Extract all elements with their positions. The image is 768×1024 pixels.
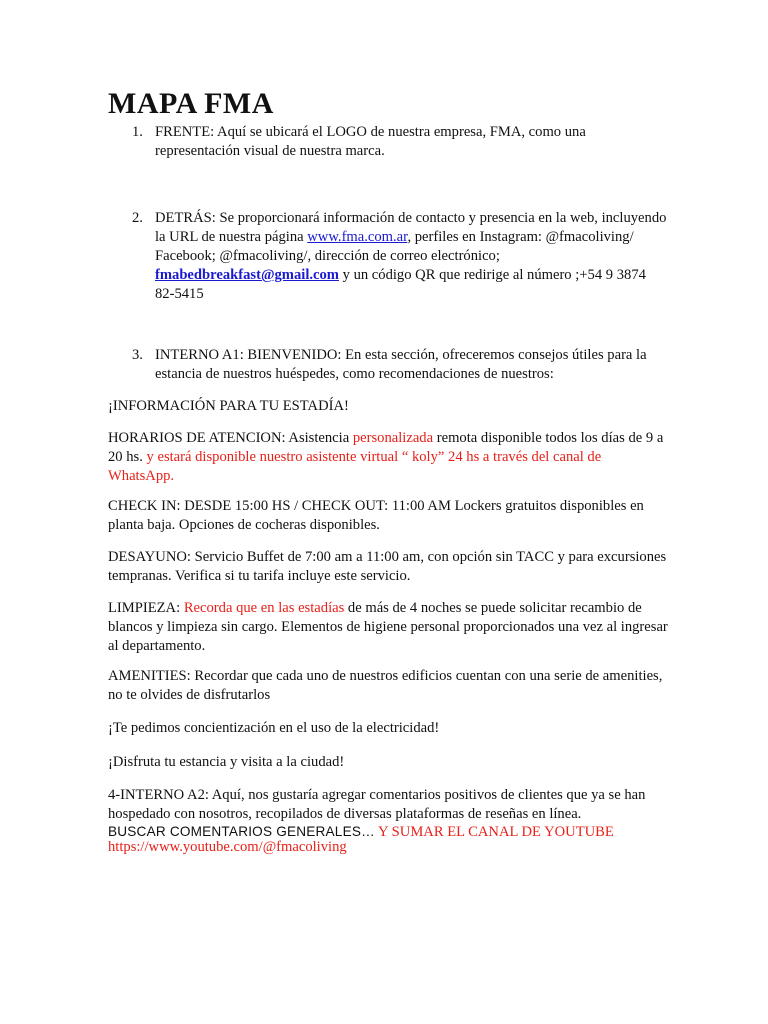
buscar-comentarios-text: BUSCAR COMENTARIOS GENERALES… — [108, 824, 375, 839]
email-link[interactable]: fmabedbreakfast@gmail.com — [155, 267, 339, 283]
page-title: MAPA FMA — [108, 87, 274, 120]
list-item-text — [155, 209, 668, 304]
sumar-canal-text: Y SUMAR EL CANAL DE YOUTUBE — [374, 824, 614, 840]
youtube-url[interactable]: https://www.youtube.com/@fmacoliving — [108, 839, 347, 855]
list-item-text: FRENTE: Aquí se ubicará el LOGO de nuestra empresa, FMA, como una representación visual de nuestra marca. — [155, 124, 586, 159]
text-segment: de más de 4 noches se puede solicitar recambio de blancos y limpieza sin cargo. Elementos de higiene personal proporcionados una vez al ingresar al departamento. — [108, 600, 668, 654]
highlight-text: Recorda que en las estadías — [183, 600, 345, 616]
text-segment: y un código QR que redirige al número ;+54 9 3874 82-5415 — [155, 267, 646, 302]
disfruta-paragraph: ¡Disfruta tu estancia y visita a la ciudad! — [108, 754, 345, 770]
list-item-interno-a1 — [108, 346, 668, 384]
highlight-text: personalizada — [352, 430, 434, 446]
interno-a2-paragraph: 4-INTERNO A2: Aquí, nos gustaría agregar comentarios positivos de clientes que ya se han hospedado con nosotros, recopilados de diversas plataformas de reseñas en línea. — [108, 787, 646, 822]
list-number: 2. — [132, 210, 143, 226]
checkin-paragraph: CHECK IN: DESDE 15:00 HS / CHECK OUT: 11:00 AM Lockers gratuitos disponibles en planta baja. Opciones de cocheras disponibles. — [108, 498, 644, 533]
electricidad-paragraph: ¡Te pedimos concientización en el uso de la electricidad! — [108, 720, 440, 736]
text-segment: HORARIOS DE ATENCION: Asistencia — [108, 430, 353, 446]
amenities-paragraph: AMENITIES: Recordar que cada uno de nuestros edificios cuentan con una serie de amenities, no te olvides de disfrutarlos — [108, 668, 663, 703]
horarios-paragraph — [108, 429, 668, 486]
list-item-text: INTERNO A1: BIENVENIDO: En esta sección, ofreceremos consejos útiles para la estancia de nuestros huéspedes, como recomendaciones de nuestros: — [155, 347, 647, 382]
desayuno-paragraph: DESAYUNO: Servicio Buffet de 7:00 am a 11:00 am, con opción sin TACC y para excursiones tempranas. Verifica si tu tarifa incluye este servicio. — [108, 549, 667, 584]
limpieza-paragraph — [108, 599, 668, 656]
highlight-text: y estará disponible nuestro asistente virtual “ koly” 24 hs a través del canal de WhatsApp. — [108, 449, 602, 484]
list-item-detras — [108, 209, 668, 304]
text-segment: remota disponible todos los días de 9 a 20 hs. — [108, 430, 664, 465]
text-segment: LIMPIEZA: — [108, 600, 184, 616]
list-number: 1. — [132, 124, 143, 140]
text-segment: , perfiles en Instagram: @fmacoliving/ Facebook; @fmacoliving/, dirección de correo electrónico; — [155, 229, 634, 264]
text-segment: DETRÁS: Se proporcionará información de contacto y presencia en la web, incluyendo la URL de nuestra página — [155, 210, 667, 245]
list-item-frente — [108, 123, 668, 161]
website-link[interactable]: www.fma.com.ar — [307, 229, 408, 245]
info-heading: ¡INFORMACIÓN PARA TU ESTADÍA! — [108, 398, 349, 414]
list-number: 3. — [132, 347, 143, 363]
